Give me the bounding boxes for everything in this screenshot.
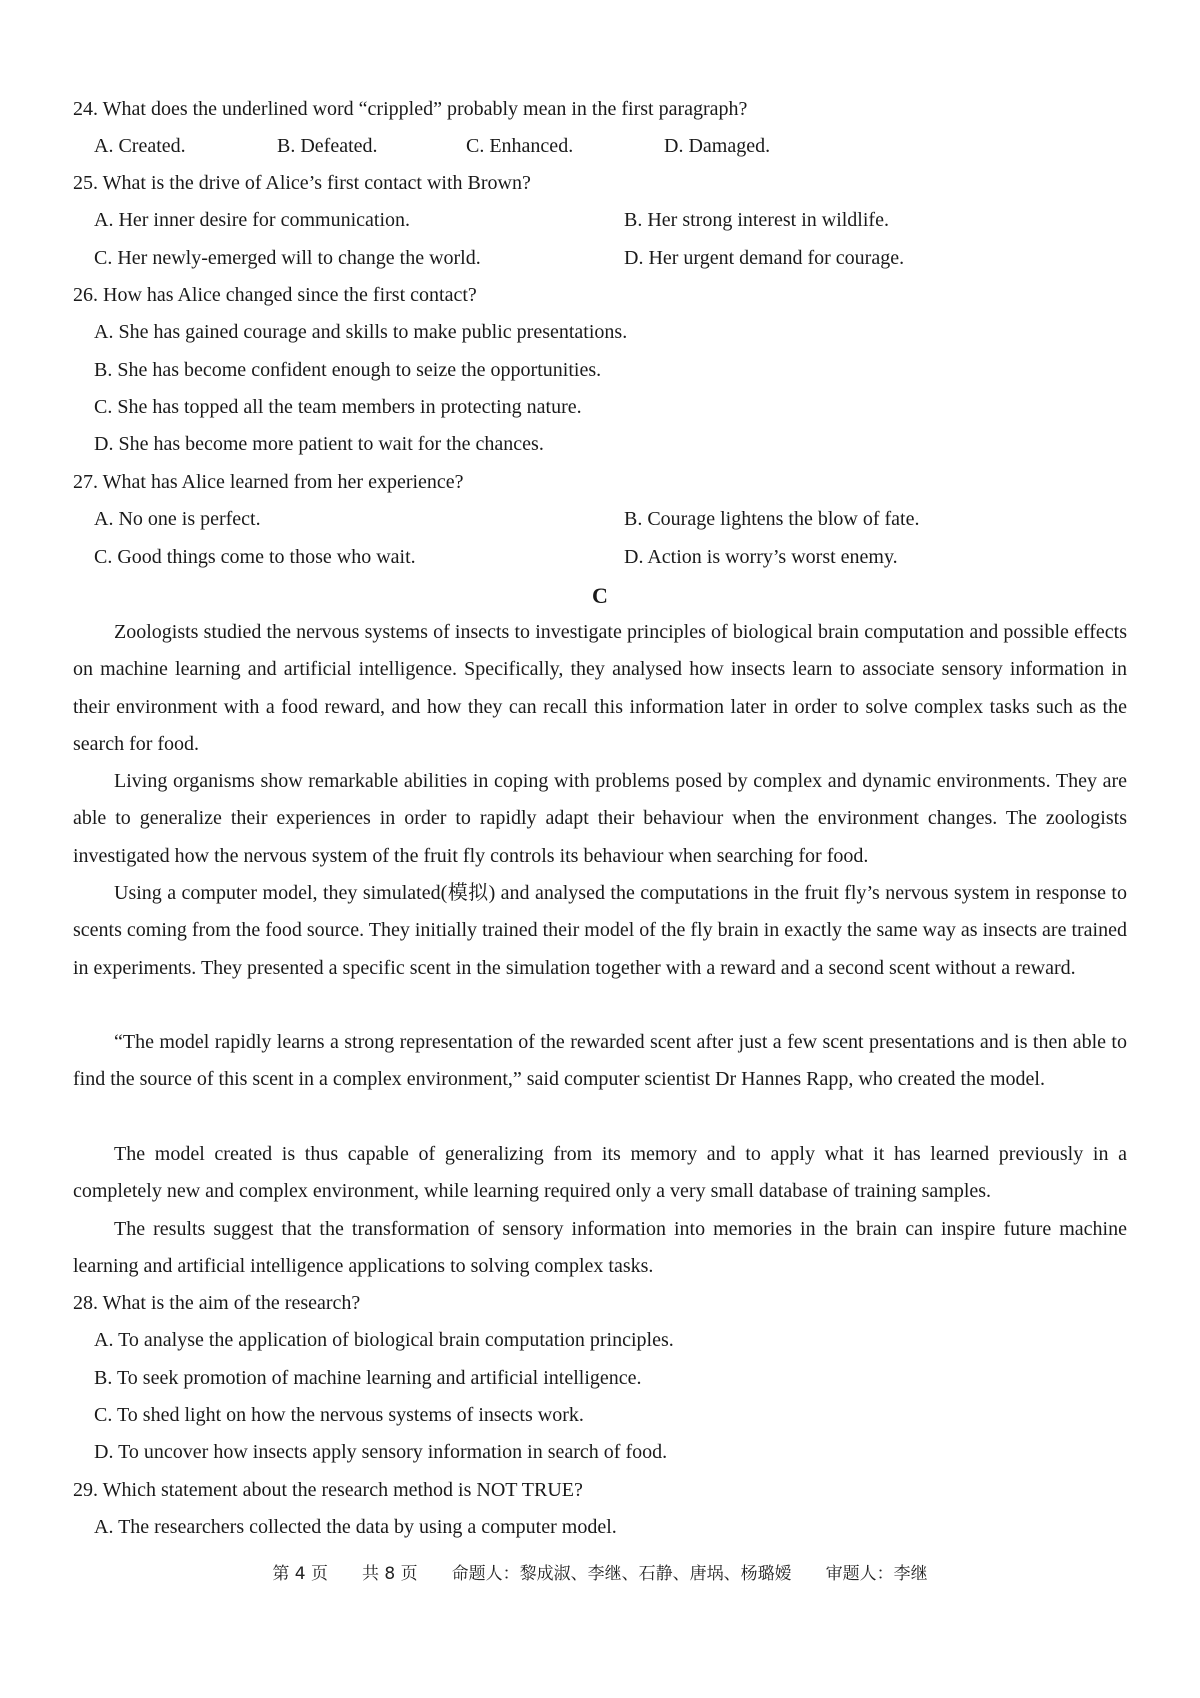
question-25-option-b: B. Her strong interest in wildlife. — [624, 209, 889, 231]
question-26-option-c: C. She has topped all the team members in protecting nature. — [94, 396, 582, 418]
question-26-option-a: A. She has gained courage and skills to make public presentations. — [94, 321, 628, 343]
section-title: C — [592, 583, 608, 608]
passage-paragraph-1: Zoologists studied the nervous systems of insects to investigate principles of biological brain computation and possible effects on machine learning and artificial intelligence. Specifically, they analysed how insects learn to associate sensory information in their environment with a food reward, and how they can recall this information later in order to solve complex tasks such as the search for food. — [73, 621, 1127, 756]
passage-paragraph-5: The model created is thus capable of generalizing from its memory and to apply what it has learned previously in a completely new and complex environment, while learning required only a very small database of training samples. — [73, 1143, 1127, 1203]
question-28-option-d: D. To uncover how insects apply sensory information in search of food. — [94, 1441, 668, 1463]
question-26-option-b: B. She has become confident enough to seize the opportunities. — [94, 359, 602, 381]
passage-paragraph-3: Using a computer model, they simulated(模拟) and analysed the computations in the fruit fly’s nervous system in response to scents coming from the food source. They initially trained their model of the fly brain in exactly the same way as insects are trained in experiments. They presented a specific scent in the simulation together with a reward and a second scent without a reward. — [73, 882, 1127, 979]
question-24-option-a: A. Created. — [94, 135, 186, 157]
passage-paragraph-2: Living organisms show remarkable abilities in coping with problems posed by complex and dynamic environments. They are able to generalize their experiences in order to rapidly adapt their behaviour when the environment changes. The zoologists investigated how the nervous system of the fruit fly controls its behaviour when searching for food. — [73, 770, 1127, 867]
question-25-option-a: A. Her inner desire for communication. — [94, 209, 411, 231]
question-28-option-a: A. To analyse the application of biological brain computation principles. — [94, 1329, 674, 1351]
question-26-stem: 26. How has Alice changed since the first contact? — [73, 284, 477, 306]
question-28-option-c: C. To shed light on how the nervous systems of insects work. — [94, 1404, 584, 1426]
question-26-option-d: D. She has become more patient to wait for the chances. — [94, 433, 544, 455]
question-27-option-c: C. Good things come to those who wait. — [94, 546, 416, 568]
question-25-option-c: C. Her newly-emerged will to change the world. — [94, 247, 481, 269]
question-24-option-d: D. Damaged. — [664, 135, 771, 157]
question-29-stem: 29. Which statement about the research method is NOT TRUE? — [73, 1479, 583, 1501]
question-27-stem: 27. What has Alice learned from her experience? — [73, 471, 464, 493]
question-24-option-c: C. Enhanced. — [466, 135, 574, 157]
question-24-option-b: B. Defeated. — [277, 135, 378, 157]
question-27-option-a: A. No one is perfect. — [94, 508, 261, 530]
page-footer: 第 4 页 共 8 页 命题人：黎成淑、李继、石静、唐埚、杨璐嫒 审题人：李继 — [272, 1564, 928, 1584]
passage-paragraph-6: The results suggest that the transformation of sensory information into memories in the brain can inspire future machine learning and artificial intelligence applications to solving complex tasks. — [73, 1218, 1127, 1278]
question-27-option-d: D. Action is worry’s worst enemy. — [624, 546, 898, 568]
passage-paragraph-4: “The model rapidly learns a strong representation of the rewarded scent after just a few scent presentations and is then able to find the source of this scent in a complex environment,” said computer scientist Dr Hannes Rapp, who created the model. — [73, 1031, 1127, 1091]
question-28-option-b: B. To seek promotion of machine learning and artificial intelligence. — [94, 1367, 642, 1389]
question-24-stem: 24. What does the underlined word “crippled” probably mean in the first paragraph? — [73, 98, 748, 120]
question-27-option-b: B. Courage lightens the blow of fate. — [624, 508, 920, 530]
question-25-option-d: D. Her urgent demand for courage. — [624, 247, 905, 269]
question-29-option-a: A. The researchers collected the data by using a computer model. — [94, 1516, 617, 1538]
question-25-stem: 25. What is the drive of Alice’s first contact with Brown? — [73, 172, 531, 194]
question-28-stem: 28. What is the aim of the research? — [73, 1292, 361, 1314]
